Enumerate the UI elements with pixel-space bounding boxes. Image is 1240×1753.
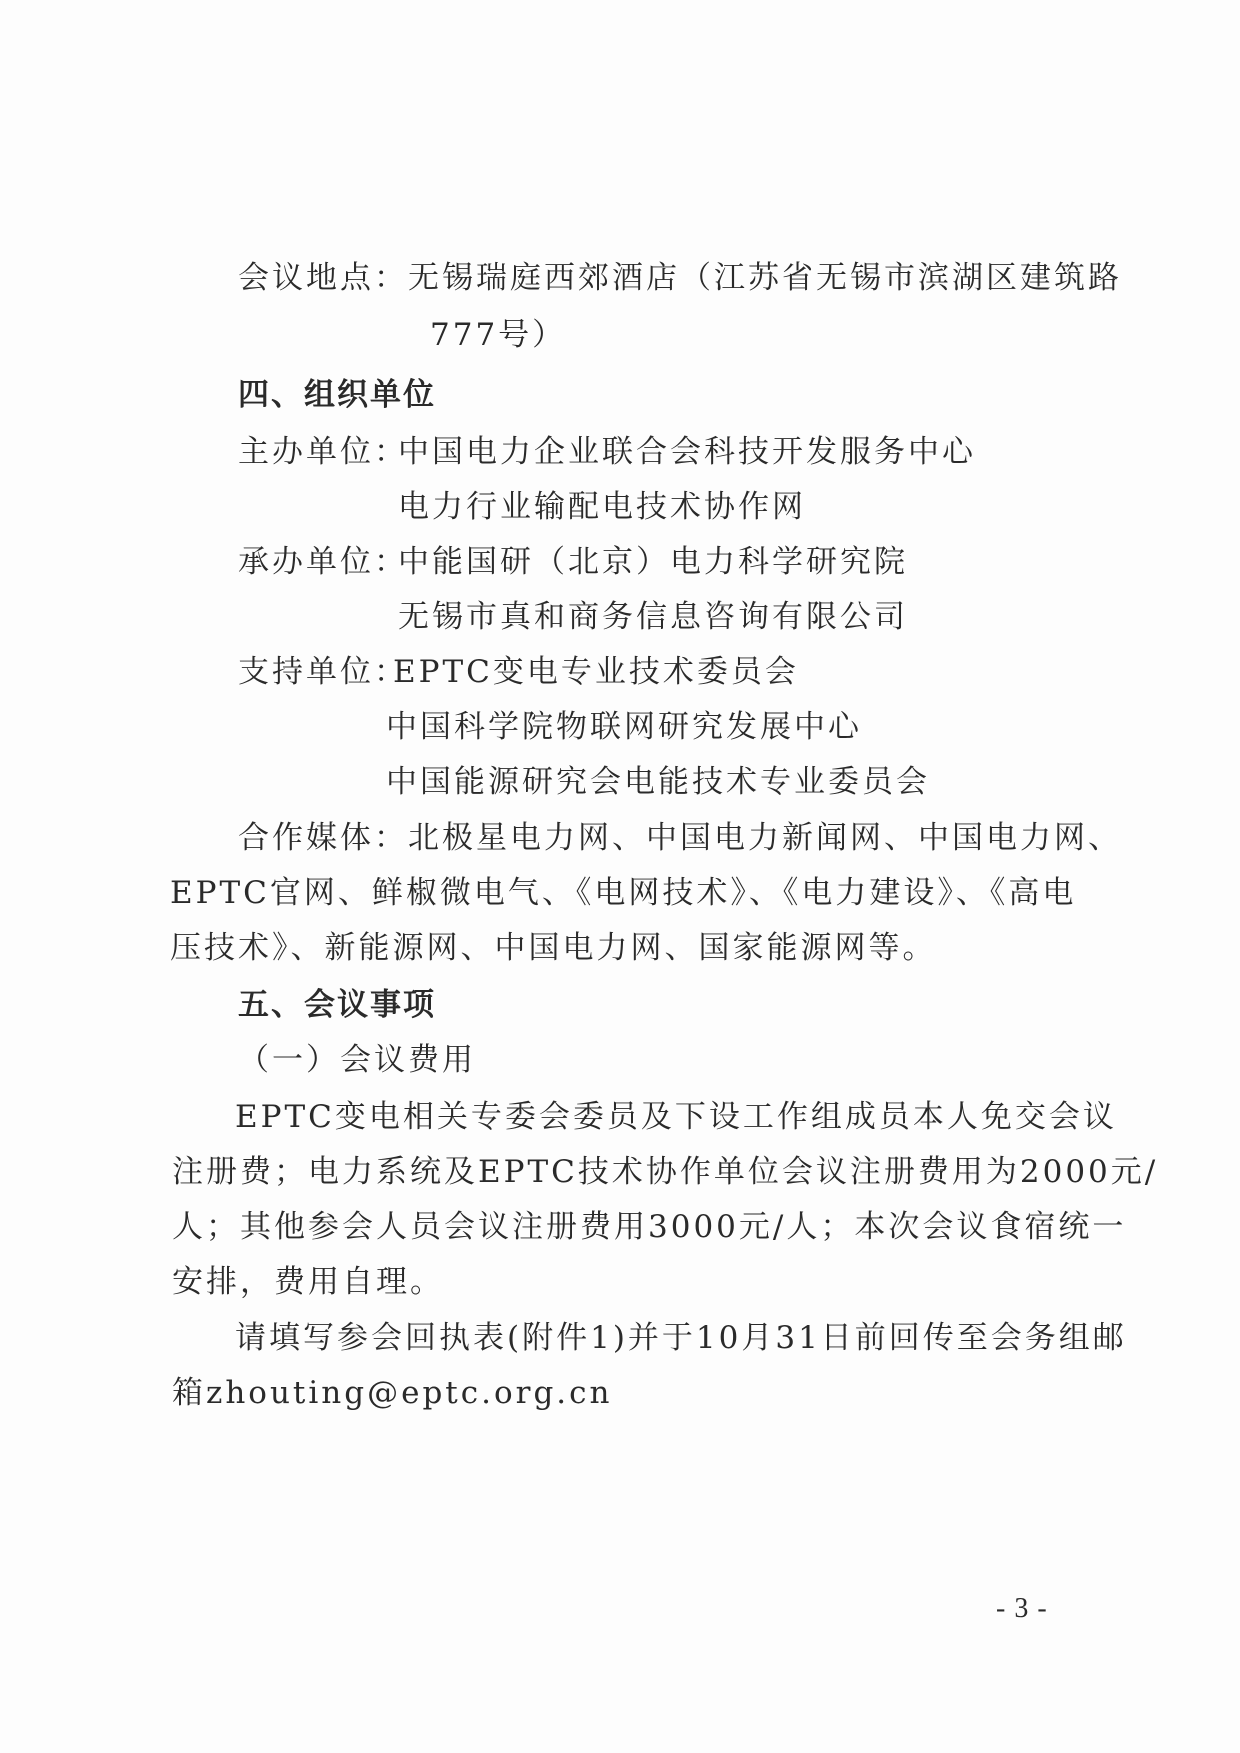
fee-para-line-2: 注册费；电力系统及EPTC技术协作单位会议注册费用为2000元/ (172, 1154, 1159, 1190)
host-org-1: 中国电力企业联合会科技开发服务中心 (398, 434, 976, 470)
media-line-1: 合作媒体：北极星电力网、中国电力新闻网、中国电力网、 (238, 820, 1122, 856)
fee-para-line-3: 人；其他参会人员会议注册费用3000元/人；本次会议食宿统一 (172, 1209, 1127, 1245)
venue-label: 会议地点： (238, 260, 408, 296)
venue-line (238, 258, 1122, 298)
support-org-3: 中国能源研究会电能技术专业委员会 (386, 764, 930, 800)
reply-para-line-2: 箱zhouting@eptc.org.cn (172, 1375, 613, 1411)
section5-heading: 五、会议事项 (238, 987, 436, 1023)
page-number: - 3 - (996, 1593, 1048, 1624)
support-label: 支持单位： (238, 654, 408, 690)
venue-value-line2: 777号） (430, 317, 567, 353)
host-label: 主办单位： (238, 434, 408, 470)
support-org-1: EPTC变电专业技术委员会 (393, 654, 799, 690)
organizer-org-1: 中能国研（北京）电力科学研究院 (398, 544, 908, 580)
organizer-org-2: 无锡市真和商务信息咨询有限公司 (398, 599, 908, 635)
media-line-3: 压技术》、新能源网、中国电力网、国家能源网等。 (170, 930, 937, 966)
support-org-2: 中国科学院物联网研究发展中心 (386, 709, 862, 745)
fee-para-line-4: 安排，费用自理。 (172, 1264, 444, 1300)
subsection1-heading: （一）会议费用 (238, 1042, 476, 1078)
fee-para-line-1: EPTC变电相关专委会委员及下设工作组成员本人免交会议 (235, 1099, 1117, 1135)
reply-para-line-1: 请填写参会回执表(附件1)并于10月31日前回传至会务组邮 (235, 1320, 1127, 1356)
host-org-2: 电力行业输配电技术协作网 (398, 489, 806, 525)
organizer-label: 承办单位： (238, 544, 408, 580)
media-line-2: EPTC官网、鲜椒微电气、《电网技术》、《电力建设》、《高电 (170, 875, 1077, 911)
section4-heading: 四、组织单位 (238, 377, 436, 413)
venue-value-line1: 无锡瑞庭西郊酒店（江苏省无锡市滨湖区建筑路 (408, 260, 1122, 296)
